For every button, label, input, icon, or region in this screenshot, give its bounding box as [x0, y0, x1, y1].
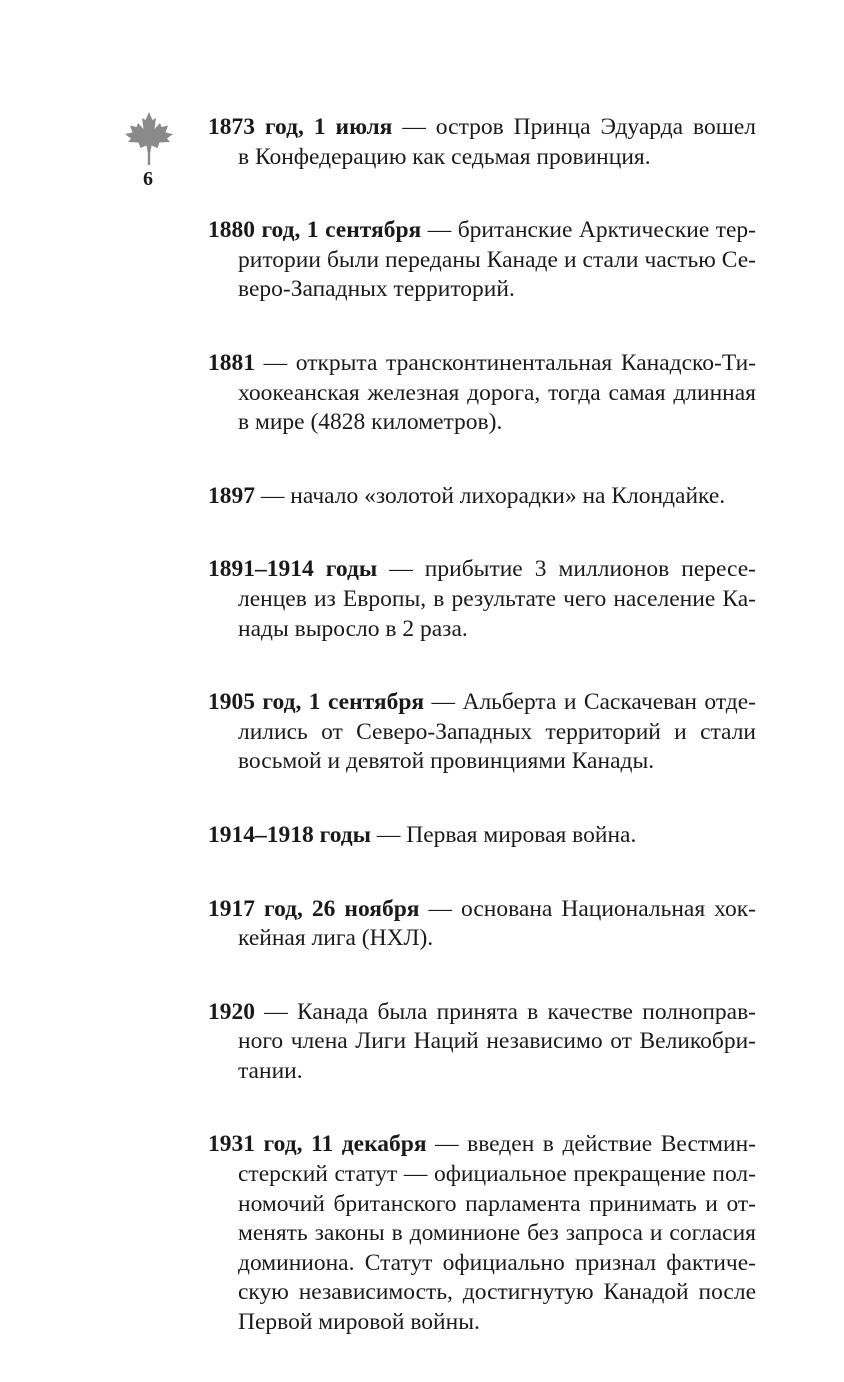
entry-line: [208, 821, 756, 851]
entry-line: доминиона. Статут официально признал фактиче-: [238, 1249, 756, 1276]
entry-line: [208, 998, 756, 1028]
entry-text: — основана Национальная хок-: [419, 895, 756, 922]
entry-line: стерский статут — официальное прекращение пол-: [238, 1161, 756, 1188]
entry-text: — британские Арктические тер-: [421, 217, 756, 244]
entry-line: менять законы в доминионе без запроса и согласия: [238, 1220, 756, 1247]
entry-line: [208, 895, 756, 925]
entry-date: 1905 год, 1 сентября: [208, 689, 425, 716]
entry-line: ритории были переданы Канаде и стали частью Се-: [238, 246, 756, 273]
entry-line: хоокеанская железная дорога, тогда самая длинная: [238, 379, 756, 406]
entry-line: Первой мировой войны.: [238, 1309, 480, 1336]
chronology-list: [208, 113, 756, 1382]
entry-date: 1931 год, 11 декабря: [208, 1131, 427, 1158]
chronology-entry: [208, 998, 756, 1087]
chronology-entry: [208, 821, 756, 851]
entry-line: [208, 349, 756, 379]
entry-line: [208, 482, 756, 512]
entry-text: — остров Принца Эдуарда вошел: [392, 114, 756, 140]
entry-date: 1920: [208, 998, 255, 1025]
entry-text: — введен в действие Вестмин-: [426, 1131, 756, 1158]
entry-line: номочий британского парламента принимать и от-: [238, 1190, 756, 1217]
page-number: 6: [143, 168, 153, 190]
entry-line: [208, 688, 756, 718]
entry-line: ленцев из Европы, в результате чего население Ка-: [238, 585, 756, 612]
entry-text: — начало «золотой лихорадки» на Клондайке.: [255, 482, 726, 509]
entry-line: веро-Западных территорий.: [238, 276, 515, 303]
entry-line: скую независимость, достигнутую Канадой после: [238, 1279, 756, 1306]
entry-line: нады выросло в 2 раза.: [238, 615, 468, 642]
entry-date: 1891–1914 годы: [208, 556, 378, 583]
entry-date: 1880 год, 1 сентября: [208, 217, 422, 244]
entry-date: 1897: [208, 482, 255, 509]
chronology-entry: [208, 688, 756, 777]
entry-text: — Первая мировая война.: [371, 821, 637, 848]
entry-date: 1914–1918 годы: [208, 821, 372, 848]
entry-date: 1917 год, 26 ноября: [208, 895, 420, 922]
entry-text: — открыта трансконтинентальная Канадско-Ти-: [255, 349, 756, 376]
entry-line: лились от Северо-Западных территорий и стали: [238, 718, 756, 745]
entry-line: тании.: [238, 1057, 303, 1084]
chronology-entry: [208, 895, 756, 954]
entry-text: — Канада была принята в качестве полноправ-: [255, 998, 756, 1025]
chronology-entry: [208, 349, 756, 438]
chronology-entry: [208, 113, 756, 172]
entry-line: в Конфедерацию как седьмая провинция.: [238, 143, 651, 170]
entry-text: — Альберта и Саскачеван отде-: [424, 689, 756, 716]
entry-line: [208, 1130, 756, 1160]
entry-line: [208, 555, 756, 585]
maple-leaf-shape: [125, 112, 173, 165]
maple-leaf-icon: [121, 110, 177, 166]
chronology-entry: [208, 1130, 756, 1337]
entry-date: 1873 год, 1 июля: [208, 114, 393, 140]
entry-text: — прибытие 3 миллионов пересе-: [377, 556, 756, 583]
entry-line: [208, 216, 756, 246]
chronology-entry: [208, 482, 756, 512]
entry-line: восьмой и девятой провинциями Канады.: [238, 748, 655, 775]
chronology-entry: [208, 555, 756, 644]
entry-line: [208, 113, 756, 143]
chronology-entry: [208, 216, 756, 305]
entry-line: ного члена Лиги Наций независимо от Великобри-: [238, 1028, 756, 1055]
entry-line: кейная лига (НХЛ).: [238, 925, 434, 952]
entry-date: 1881: [208, 349, 255, 376]
entry-line: в мире (4828 километров).: [238, 409, 503, 436]
